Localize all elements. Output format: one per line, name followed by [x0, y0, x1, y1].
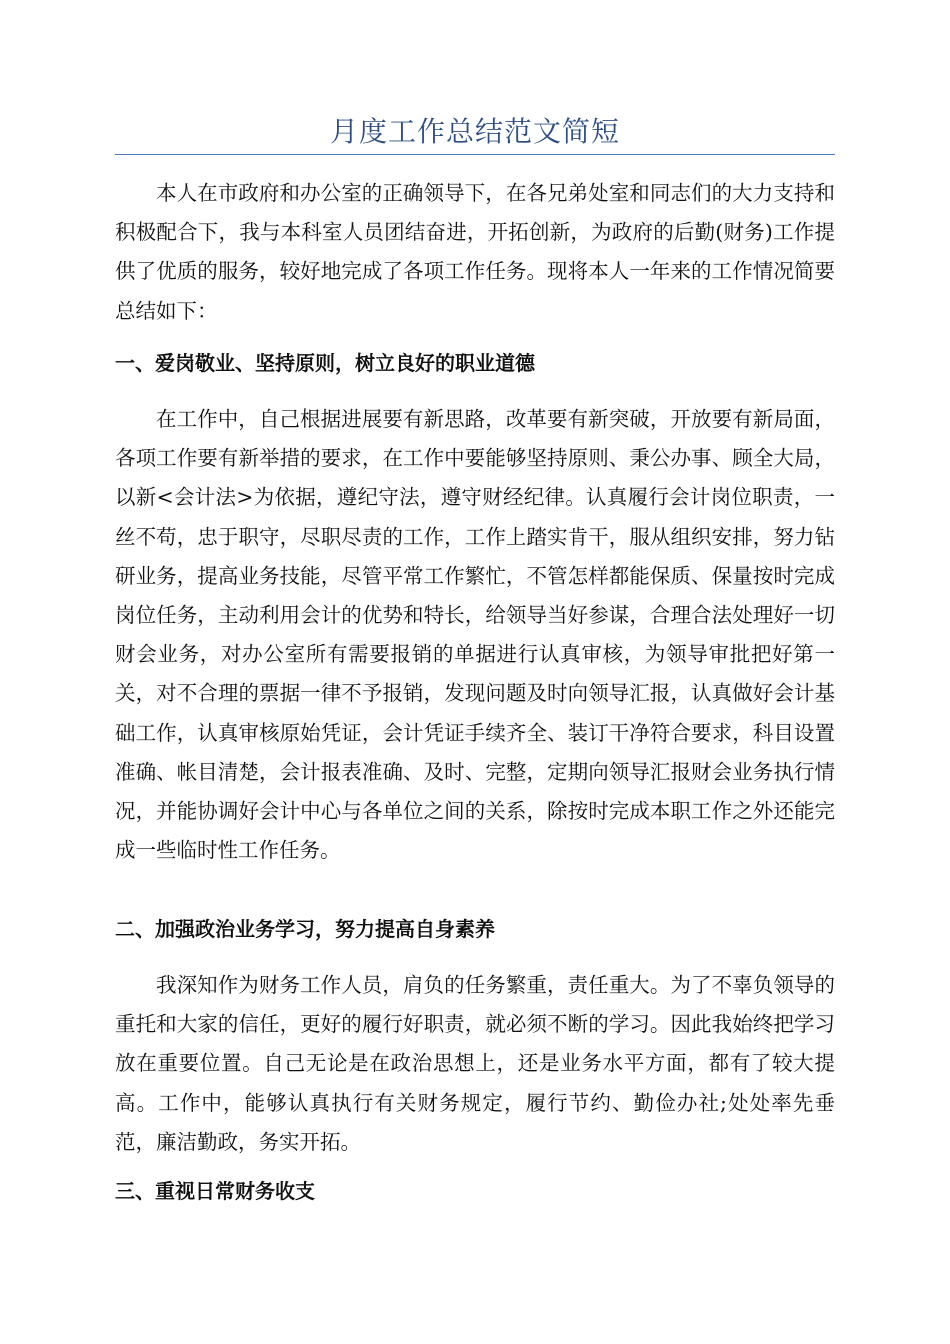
section-heading-3: 三、重视日常财务收支 — [115, 1179, 315, 1203]
section-1-paragraph: 在工作中，自己根据进展要有新思路，改革要有新突破，开放要有新局面，各项工作要有新举措的要求，在工作中要能够坚持原则、秉公办事、顾全大局，以新<会计法>为依据，遵纪守法，遵守财经纪律。认真履行会计岗位职责，一丝不苟，忠于职守，尽职尽责的工作，工作上踏实肯干，服从组织安排，努力钻研业务，提高业务技能，尽管平常工作繁忙，不管怎样都能保质、保量按时完成岗位任务，主动利用会计的优势和特长，给领导当好参谋，合理合法处理好一切财会业务，对办公室所有需要报销的单据进行认真审核，为领导审批把好第一关，对不合理的票据一律不予报销，发现问题及时向领导汇报，认真做好会计基础工作，认真审核原始凭证，会计凭证手续齐全、装订干净符合要求，科目设置准确、帐目清楚，会计报表准确、及时、完整，定期向领导汇报财会业务执行情况，并能协调好会计中心与各单位之间的关系，除按时完成本职工作之外还能完成一些临时性工作任务。 — [115, 407, 835, 863]
section-heading-1: 一、爱岗敬业、坚持原则，树立良好的职业道德 — [115, 351, 535, 375]
page-title: 月度工作总结范文简短 — [329, 115, 620, 148]
intro-paragraph: 本人在市政府和办公室的正确领导下，在各兄弟处室和同志们的大力支持和积极配合下，我与本科室人员团结奋进，开拓创新，为政府的后勤(财务)工作提供了优质的服务，较好地完成了各项工作任务。现将本人一年来的工作情况简要总结如下： — [115, 181, 835, 323]
title-underline — [115, 154, 835, 155]
section-heading-2: 二、加强政治业务学习，努力提高自身素养 — [115, 917, 495, 941]
section-2-paragraph: 我深知作为财务工作人员，肩负的任务繁重，责任重大。为了不辜负领导的重托和大家的信任，更好的履行好职责，就必须不断的学习。因此我始终把学习放在重要位置。自己无论是在政治思想上，还是业务水平方面，都有了较大提高。工作中，能够认真执行有关财务规定，履行节约、勤俭办社;处处率先垂范，廉洁勤政，务实开拓。 — [115, 973, 835, 1154]
